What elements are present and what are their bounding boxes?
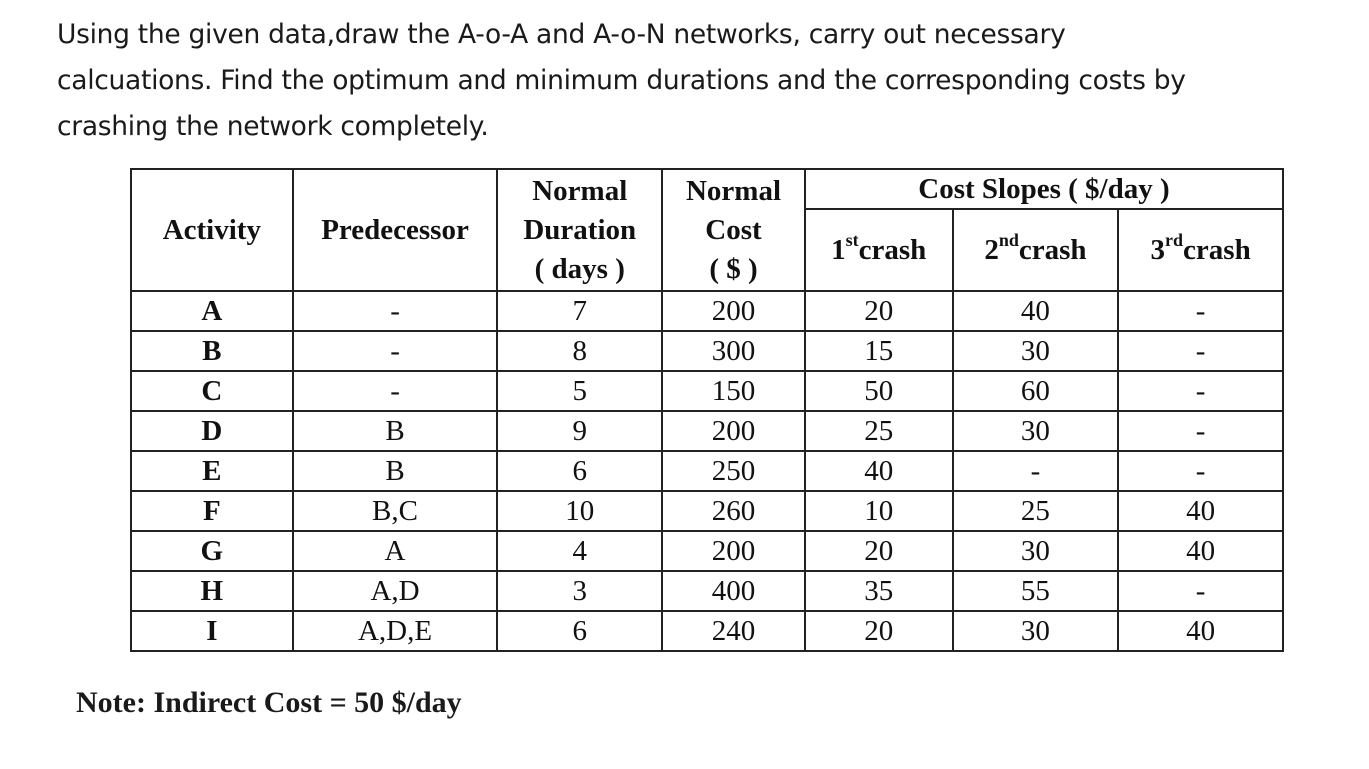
cell-duration: 4 [497,531,662,571]
cell-cost: 150 [662,371,805,411]
cell-crash-1: 25 [805,411,953,451]
cell-activity: F [131,491,293,531]
cell-duration: 6 [497,451,662,491]
cell-crash-1: 40 [805,451,953,491]
cell-crash-2: 30 [953,411,1119,451]
cell-cost: 300 [662,331,805,371]
cell-crash-3: - [1118,291,1283,331]
cell-predecessor: A,D,E [293,611,498,651]
question-line-2: calcuations. Find the optimum and minimum durations and the corresponding costs by [57,65,1186,96]
cell-activity: H [131,571,293,611]
cell-predecessor: B,C [293,491,498,531]
crash-2-word: crash [1018,234,1087,266]
cell-crash-2: 40 [953,291,1119,331]
cell-crash-1: 20 [805,611,953,651]
cell-predecessor: A [293,531,498,571]
cell-crash-2: 30 [953,331,1119,371]
cell-crash-3: 40 [1118,491,1283,531]
table-row [131,371,1283,411]
cell-predecessor: - [293,331,498,371]
cell-predecessor: - [293,291,498,331]
cell-crash-1: 15 [805,331,953,371]
cell-crash-3: - [1118,411,1283,451]
crash-1-number: 1 [831,234,846,266]
header-normal-cost-line-2: Cost [705,213,762,246]
crash-3-word: crash [1183,234,1251,266]
cell-activity: G [131,531,293,571]
question-text [57,12,1347,150]
cell-crash-2: 60 [953,371,1119,411]
header-crash-1 [805,209,953,291]
crash-3-number: 3 [1150,234,1166,266]
header-normal-duration-line-3: ( days ) [534,252,625,285]
cell-crash-3: - [1118,451,1283,491]
cell-crash-2: 30 [953,531,1119,571]
header-cost-slopes: Cost Slopes ( $/day ) [805,169,1283,209]
cell-cost: 200 [662,531,805,571]
cell-crash-2: 55 [953,571,1119,611]
cell-duration: 3 [497,571,662,611]
crash-1-suffix: st [845,230,859,251]
cell-activity: C [131,371,293,411]
table-row [131,611,1283,651]
header-normal-duration-line-2: Duration [523,213,637,246]
crash-2-number: 2 [984,234,999,266]
cell-duration: 6 [497,611,662,651]
header-crash-2 [953,209,1119,291]
table-row [131,411,1283,451]
cell-cost: 200 [662,291,805,331]
table-row [131,531,1283,571]
header-normal-duration [497,169,662,291]
table-row [131,451,1283,491]
crash-1-word: crash [858,234,927,266]
cell-duration: 9 [497,411,662,451]
header-normal-cost [662,169,805,291]
cell-crash-3: - [1118,571,1283,611]
header-activity: Activity [131,169,293,291]
cell-crash-3: - [1118,331,1283,371]
cell-crash-1: 50 [805,371,953,411]
cell-duration: 5 [497,371,662,411]
crash-2-suffix: nd [998,230,1019,251]
cell-cost: 400 [662,571,805,611]
cell-crash-2: 30 [953,611,1119,651]
cell-crash-1: 20 [805,531,953,571]
cell-activity: E [131,451,293,491]
header-crash-3 [1118,209,1283,291]
cell-cost: 200 [662,411,805,451]
activity-table [130,168,1284,652]
table-row [131,331,1283,371]
table-row [131,571,1283,611]
cell-crash-2: 25 [953,491,1119,531]
cell-crash-3: - [1118,371,1283,411]
cell-activity: I [131,611,293,651]
cell-predecessor: B [293,451,498,491]
indirect-cost-note: Note: Indirect Cost = 50 $/day [76,686,462,719]
header-predecessor: Predecessor [293,169,498,291]
table-row [131,291,1283,331]
table-row [131,491,1283,531]
cell-crash-1: 10 [805,491,953,531]
cell-activity: B [131,331,293,371]
cell-activity: A [131,291,293,331]
cell-predecessor: B [293,411,498,451]
header-normal-cost-line-1: Normal [685,174,781,207]
question-line-1: Using the given data,draw the A-o-A and A-o-N networks, carry out necessary [57,19,1066,50]
crash-3-suffix: rd [1165,230,1184,251]
cell-predecessor: A,D [293,571,498,611]
cell-cost: 260 [662,491,805,531]
cell-crash-3: 40 [1118,531,1283,571]
cell-predecessor: - [293,371,498,411]
cell-duration: 7 [497,291,662,331]
cell-crash-2: - [953,451,1119,491]
cell-duration: 10 [497,491,662,531]
cell-crash-1: 20 [805,291,953,331]
question-line-3: crashing the network completely. [57,111,489,142]
cell-activity: D [131,411,293,451]
header-normal-duration-line-1: Normal [532,174,628,207]
cell-cost: 240 [662,611,805,651]
cell-duration: 8 [497,331,662,371]
cell-crash-3: 40 [1118,611,1283,651]
header-normal-cost-line-3: ( $ ) [709,252,758,285]
cell-cost: 250 [662,451,805,491]
cell-crash-1: 35 [805,571,953,611]
